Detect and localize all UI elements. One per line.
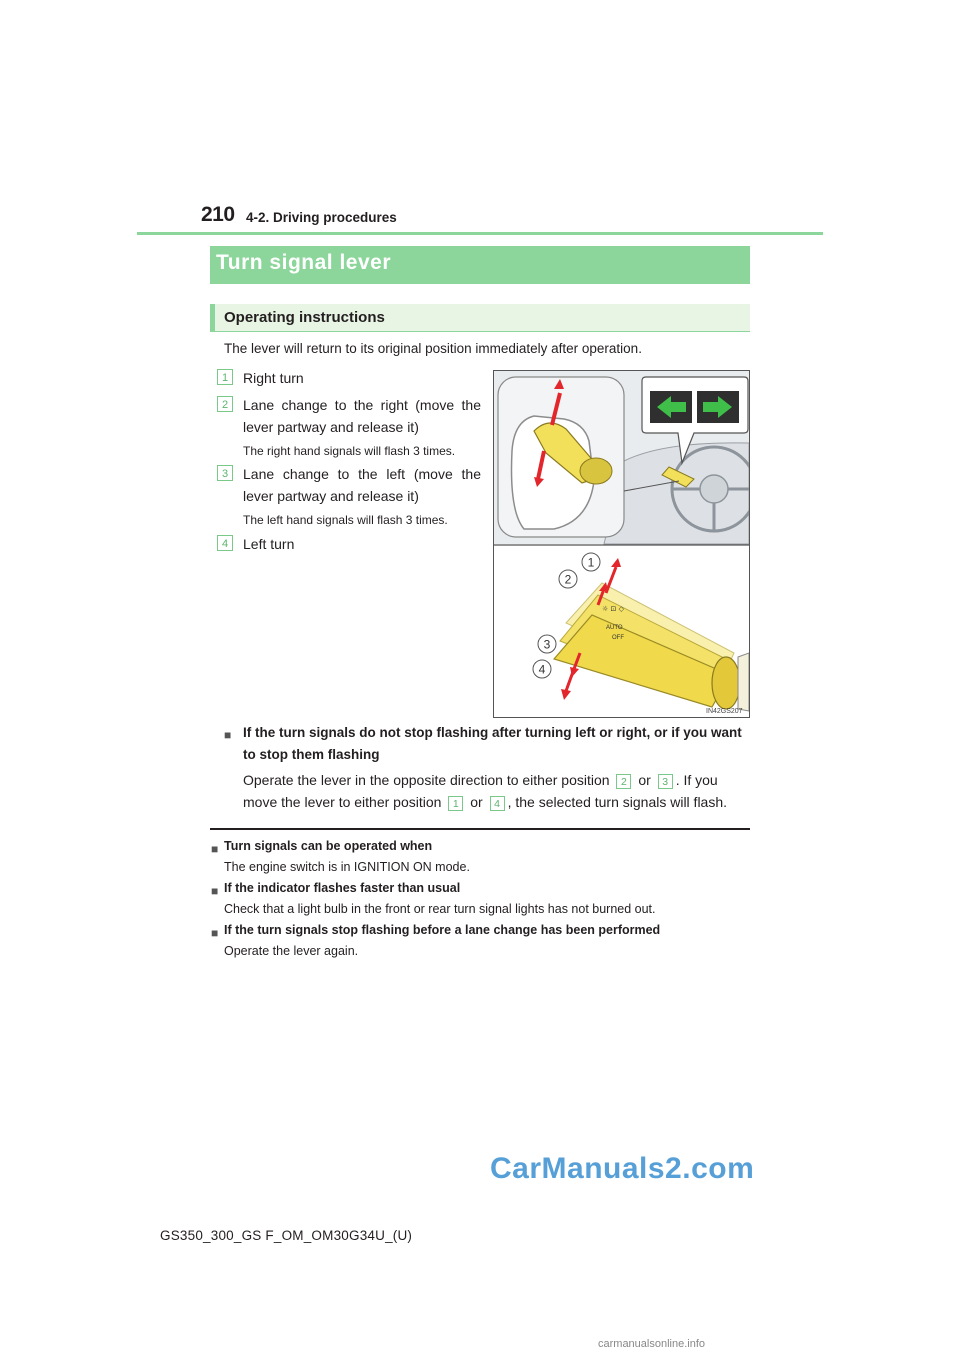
stop-body-line2 bbox=[243, 794, 727, 811]
label-1-text: 1 bbox=[587, 555, 595, 570]
item-badge-1: 1 bbox=[217, 369, 233, 385]
note-heading-1: Turn signals can be operated when bbox=[224, 839, 433, 853]
label-2 bbox=[559, 570, 577, 588]
item-text-1: Right turn bbox=[243, 370, 304, 386]
watermark-small: carmanualsonline.info bbox=[598, 1338, 706, 1350]
stop-body-2c: , the selected turn signals will flash. bbox=[507, 794, 728, 810]
page-title: Turn signal lever bbox=[216, 251, 391, 274]
label-4-text: 4 bbox=[538, 662, 546, 677]
footer-code: GS350_300_GS F_OM_OM30G34U_(U) bbox=[160, 1228, 413, 1243]
item-note-2: The right hand signals will flash 3 times. bbox=[243, 444, 456, 458]
item-badge-4: 4 bbox=[217, 535, 233, 551]
headlight-symbol-icon: ☼ ⊡ ◇ bbox=[602, 605, 624, 613]
arrow-pos4-shaft bbox=[566, 669, 574, 691]
item-text-3: Lane change to the left (move the lever partway and release it) bbox=[243, 466, 481, 504]
item-badge-2: 2 bbox=[217, 396, 233, 412]
ref-badge-2: 2 bbox=[616, 774, 631, 789]
intro-text: The lever will return to its original position immediately after operation. bbox=[224, 341, 642, 356]
section-title: 4-2. Driving procedures bbox=[246, 210, 397, 225]
page-number: 210 bbox=[201, 203, 235, 226]
watermark: CarManuals2.com bbox=[490, 1152, 755, 1185]
note-body-3: Operate the lever again. bbox=[224, 944, 359, 958]
ref-badge-4: 4 bbox=[490, 796, 505, 811]
notes-divider bbox=[210, 828, 750, 830]
label-3-text: 3 bbox=[543, 637, 551, 652]
ref-badge-3: 3 bbox=[658, 774, 673, 789]
label-1 bbox=[582, 553, 600, 571]
subtitle-bar bbox=[210, 304, 750, 332]
note-bullet-icon: ■ bbox=[211, 926, 219, 940]
stop-body-2a: move the lever to either position bbox=[243, 794, 442, 810]
item-text-4: Left turn bbox=[243, 536, 295, 552]
note-bullet-icon: ■ bbox=[211, 884, 219, 898]
ref-badge-1: 1 bbox=[448, 796, 463, 811]
steering-hub-icon bbox=[700, 475, 728, 503]
header-rule bbox=[137, 232, 823, 235]
note-heading-2: If the indicator flashes faster than usual bbox=[224, 881, 461, 895]
subtitle-accent bbox=[210, 304, 215, 331]
stop-heading-line2: to stop them flashing bbox=[243, 747, 380, 762]
figure-illustration bbox=[494, 371, 749, 717]
subtitle: Operating instructions bbox=[224, 309, 385, 326]
bullet-icon: ■ bbox=[224, 728, 232, 742]
arrow-pos1-head bbox=[611, 558, 621, 567]
stop-body-1a: Operate the lever in the opposite direction to either position bbox=[243, 772, 610, 788]
label-4 bbox=[533, 660, 551, 678]
turn-signal-figure bbox=[493, 370, 750, 718]
stop-body-1b: or bbox=[638, 772, 651, 788]
title-bar bbox=[210, 246, 750, 284]
lever-base-icon bbox=[580, 458, 612, 484]
lever-mount-icon bbox=[738, 653, 749, 711]
label-3 bbox=[538, 635, 556, 653]
note-bullet-icon: ■ bbox=[211, 842, 219, 856]
lever-end-icon bbox=[712, 657, 740, 709]
item-badge-3: 3 bbox=[217, 465, 233, 481]
arrow-pos4-head bbox=[561, 689, 571, 700]
lever-mark-off: OFF bbox=[612, 635, 624, 641]
stop-body-2b: or bbox=[470, 794, 483, 810]
note-body-1: The engine switch is in IGNITION ON mode. bbox=[224, 860, 470, 874]
item-note-3: The left hand signals will flash 3 times. bbox=[243, 513, 448, 527]
note-body-2: Check that a light bulb in the front or rear turn signal lights has not burned out. bbox=[224, 902, 656, 916]
item-text-2: Lane change to the right (move the lever partway and release it) bbox=[243, 397, 481, 435]
stop-body-line1 bbox=[243, 772, 718, 789]
figure-code: IN42GS207 bbox=[706, 708, 743, 715]
lever-mark-auto: AUTO bbox=[606, 625, 623, 631]
stop-heading-line1: If the turn signals do not stop flashing after turning left or right, or if you want bbox=[243, 725, 742, 740]
note-heading-3: If the turn signals stop flashing before a lane change has been performed bbox=[224, 923, 661, 937]
stop-body-1c: . If you bbox=[675, 772, 718, 788]
label-2-text: 2 bbox=[564, 572, 572, 587]
